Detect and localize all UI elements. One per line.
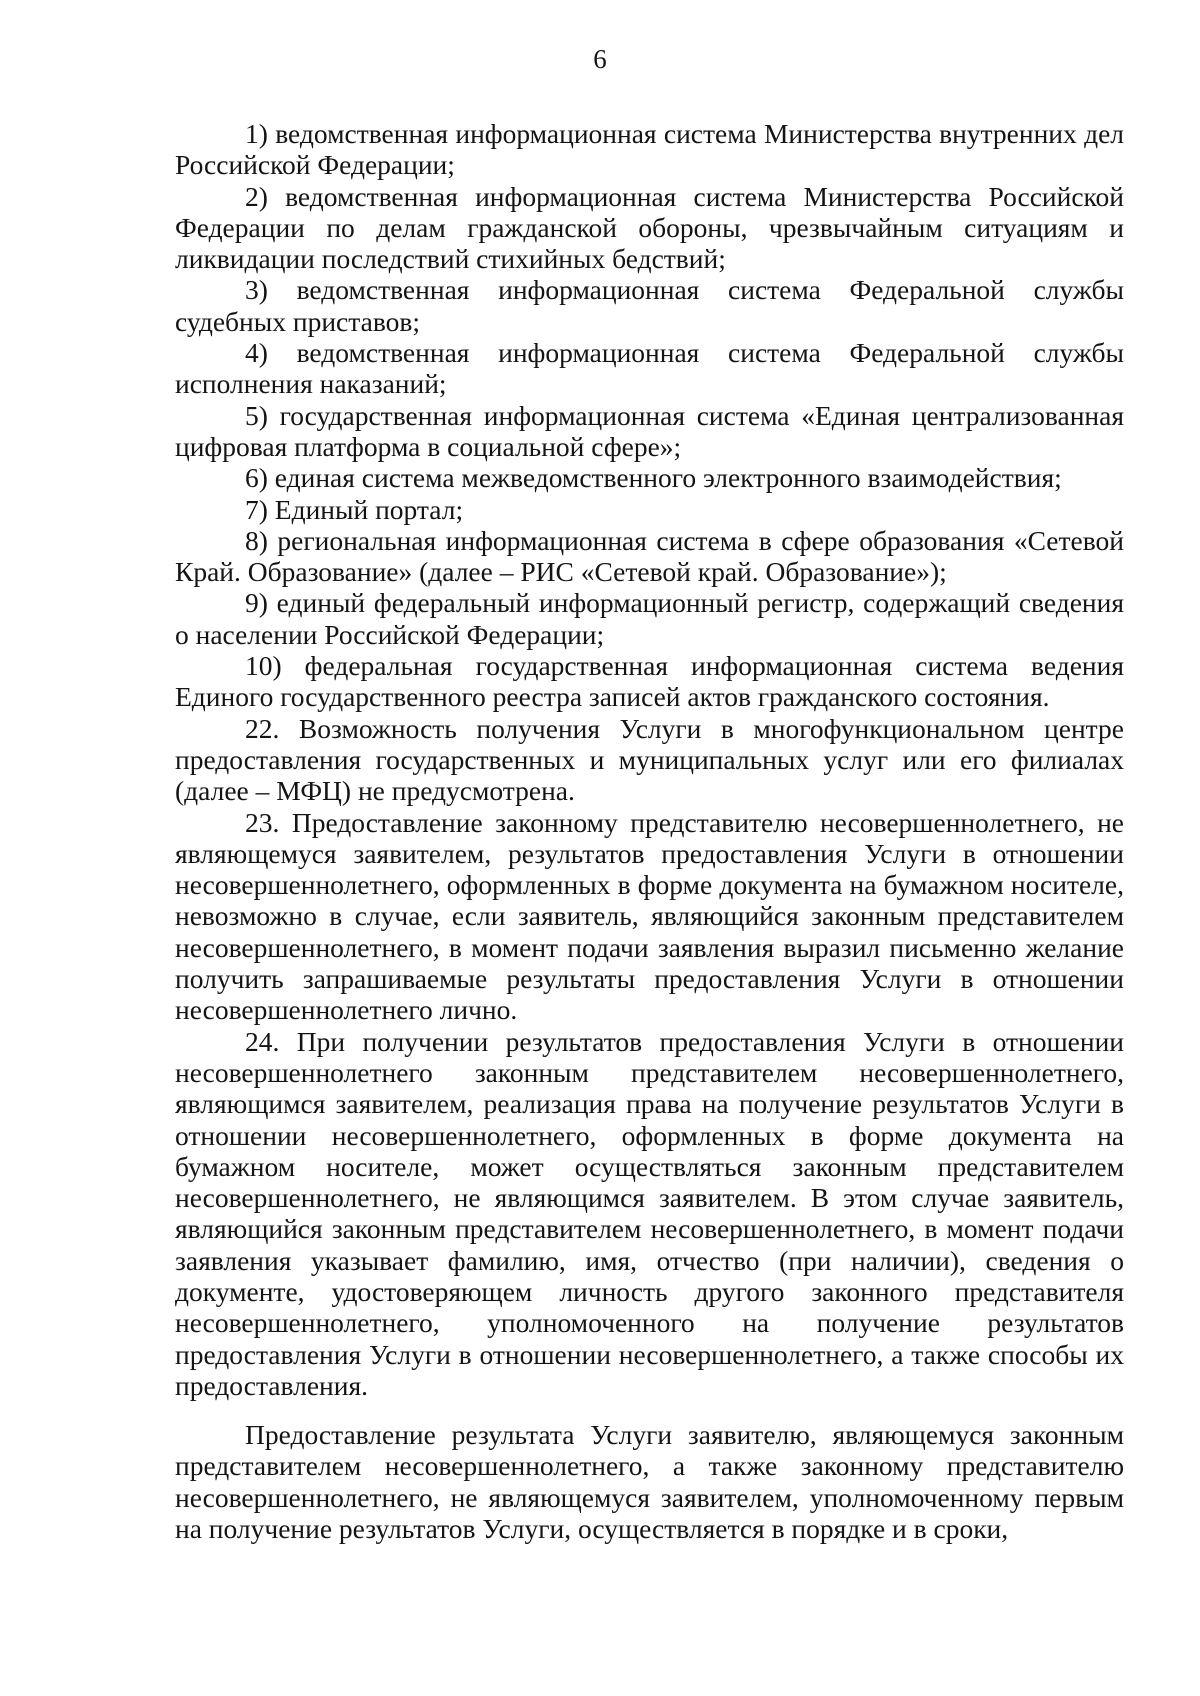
list-item-5: 5) государственная информационная система «Единая централизованная цифровая платформа в социальной сфере»; xyxy=(175,399,1124,462)
list-item-6: 6) единая система межведомственного электронного взаимодействия; xyxy=(245,462,1062,494)
list-item-1: 1) ведомственная информационная система Министерства внутренних дел Российской Федерации; xyxy=(175,118,1124,181)
list-item-2: 2) ведомственная информационная система Министерства Российской Федерации по делам гражданской обороны, чрезвычайным ситуациям и ликвидации последствий стихийных бедствий; xyxy=(175,180,1124,275)
document-body xyxy=(175,118,1124,1544)
clause-23: 23. Предоставление законному представителю несовершеннолетнего, не являющемуся заявителем, результатов предоставления Услуги в отношении несовершеннолетнего, оформленных в форме документа на бумажном носителе, невозможно в случае, если заявитель, являющийся законным представителем несовершеннолетнего, в момент подачи заявления выразил письменно желание получить запрашиваемые результаты предоставления Услуги в отношении несовершеннолетнего лично. xyxy=(175,806,1124,1026)
list-item-10: 10) федеральная государственная информационная система ведения Единого государственного реестра записей актов гражданского состояния. xyxy=(175,650,1124,713)
list-item-8: 8) региональная информационная система в сфере образования «Сетевой Край. Образование» (далее – РИС «Сетевой край. Образование»); xyxy=(175,524,1124,588)
clause-22: 22. Возможность получения Услуги в многофункциональном центре предоставления государственных и муниципальных услуг или его филиалах (далее – МФЦ) не предусмотрена. xyxy=(175,712,1124,807)
page-number: 6 xyxy=(593,44,607,74)
clause-24: 24. При получении результатов предоставления Услуги в отношении несовершеннолетнего законным представителем несовершеннолетнего, являющимся заявителем, реализация права на получение результатов Услуги в отношении несовершеннолетнего, оформленных в форме документа на бумажном носителе, может осуществляться законным представителем несовершеннолетнего, не являющимся заявителем. В этом случае заявитель, являющийся законным представителем несовершеннолетнего, в момент подачи заявления указывает фамилию, имя, отчество (при наличии), сведения о документе, удостоверяющем личность другого законного представителя несовершеннолетнего, уполномоченного на получение результатов предоставления Услуги в отношении несовершеннолетнего, а также способы их предоставления. xyxy=(175,1025,1124,1401)
list-item-7: 7) Единый портал; xyxy=(245,493,464,525)
list-item-9: 9) единый федеральный информационный регистр, содержащий сведения о населении Российской Федерации; xyxy=(175,587,1124,650)
list-item-4: 4) ведомственная информационная система Федеральной службы исполнения наказаний; xyxy=(175,337,1124,400)
list-item-3: 3) ведомственная информационная система Федеральной службы судебных приставов; xyxy=(175,274,1124,337)
clause-24-continuation: Предоставление результата Услуги заявителю, являющемуся законным представителем несовершеннолетнего, а также законному представителю несовершеннолетнего, не являющемуся заявителем, уполномоченному первым на получение результатов Услуги, осуществляется в порядке и в сроки, xyxy=(175,1419,1124,1545)
